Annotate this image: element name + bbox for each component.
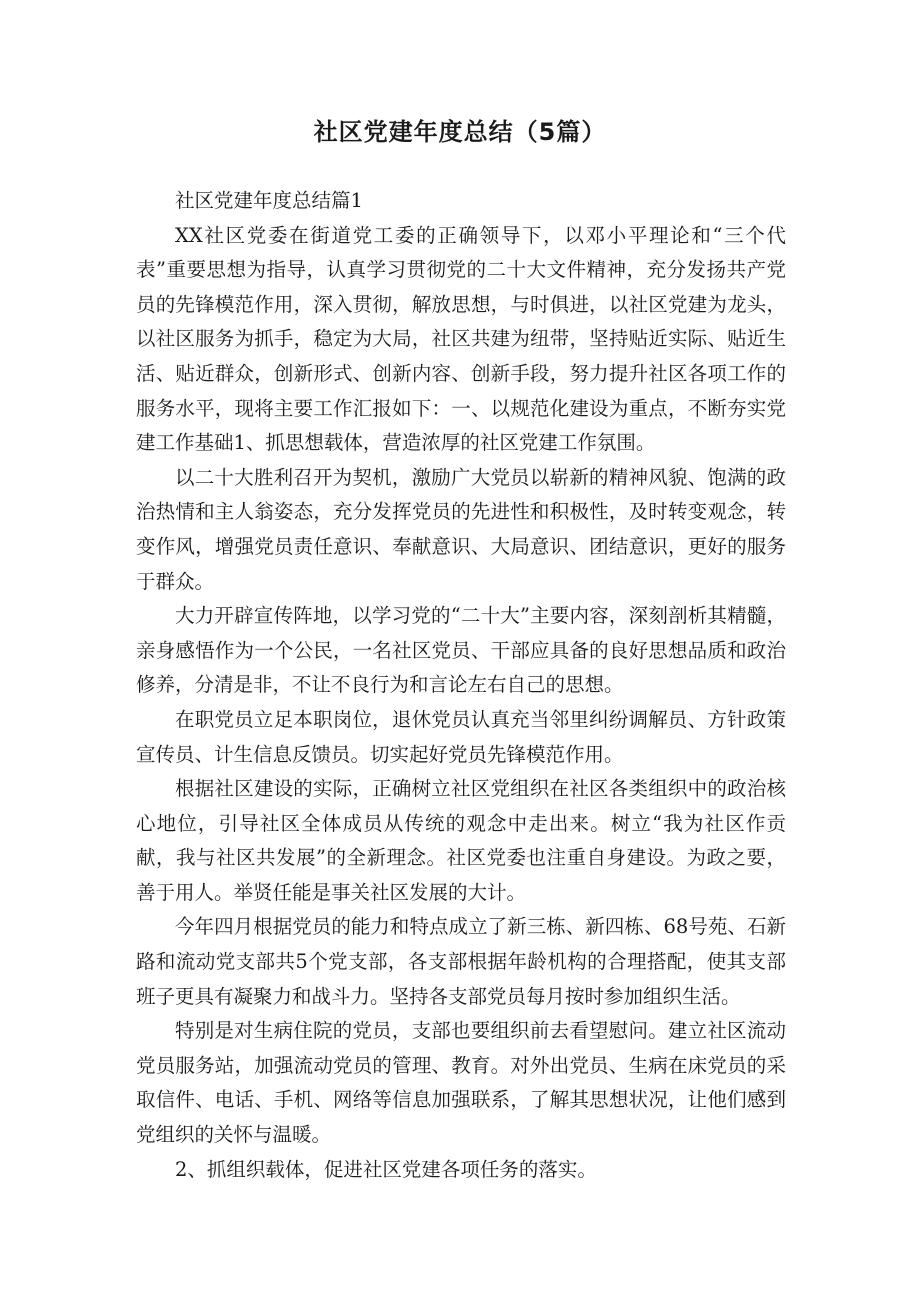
section-heading: 社区党建年度总结篇1 [175, 189, 363, 212]
paragraph-2: 以二十大胜利召开为契机，激励广大党员以崭新的精神风貌、饱满的政治热情和主人翁姿态，充分发挥党员的先进性和积极性，及时转变观念，转变作风，增强党员责任意识、奉献意识、大局意识、团结意识，更好的服务于群众。 [136, 465, 786, 593]
paragraph-5: 根据社区建设的实际，正确树立社区党组织在社区各类组织中的政治核心地位，引导社区全体成员从传统的观念中走出来。树立“我为社区作贡献，我与社区共发展”的全新理念。社区党委也注重自身建设。为政之要，善于用人。举贤任能是事关社区发展的大计。 [136, 777, 786, 904]
paragraph-6: 今年四月根据党员的能力和特点成立了新三栋、新四栋、68号苑、石新路和流动党支部共5个党支部，各支部根据年龄机构的合理搭配，使其支部班子更具有凝聚力和战斗力。坚持各支部党员每月按时参加组织生活。 [136, 915, 786, 1008]
paragraph-7: 特别是对生病住院的党员，支部也要组织前去看望慰问。建立社区流动党员服务站，加强流动党员的管理、教育。对外出党员、生病在床党员的采取信件、电话、手机、网络等信息加强联系，了解其思想状况，让他们感到党组织的关怀与温暖。 [136, 1019, 786, 1147]
paragraph-3: 大力开辟宣传阵地，以学习党的“二十大”主要内容，深刻剖析其精髓，亲身感悟作为一个公民，一名社区党员、干部应具备的良好思想品质和政治修养，分清是非，不让不良行为和言论左右自己的思想。 [136, 604, 786, 697]
document-title: 社区党建年度总结（5篇） [313, 118, 607, 146]
document-body [136, 184, 786, 1187]
paragraph-4: 在职党员立足本职岗位，退休党员认真充当邻里纠纷调解员、方针政策宣传员、计生信息反馈员。切实起好党员先锋模范作用。 [136, 707, 786, 766]
paragraph-1: XX社区党委在街道党工委的正确领导下，以邓小平理论和“三个代表”重要思想为指导，认真学习贯彻党的二十大文件精神，充分发扬共产党员的先锋模范作用，深入贯彻，解放思想，与时俱进，以社区党建为龙头，以社区服务为抓手，稳定为大局，社区共建为纽带，坚持贴近实际、贴近生活、贴近群众，创新形式、创新内容、创新手段，努力提升社区各项工作的服务水平，现将主要工作汇报如下：一、以规范化建设为重点，不断夯实党建工作基础1、抓思想载体，营造浓厚的社区党建工作氛围。 [136, 223, 786, 455]
paragraph-8: 2、抓组织载体，促进社区党建各项任务的落实。 [175, 1157, 597, 1181]
